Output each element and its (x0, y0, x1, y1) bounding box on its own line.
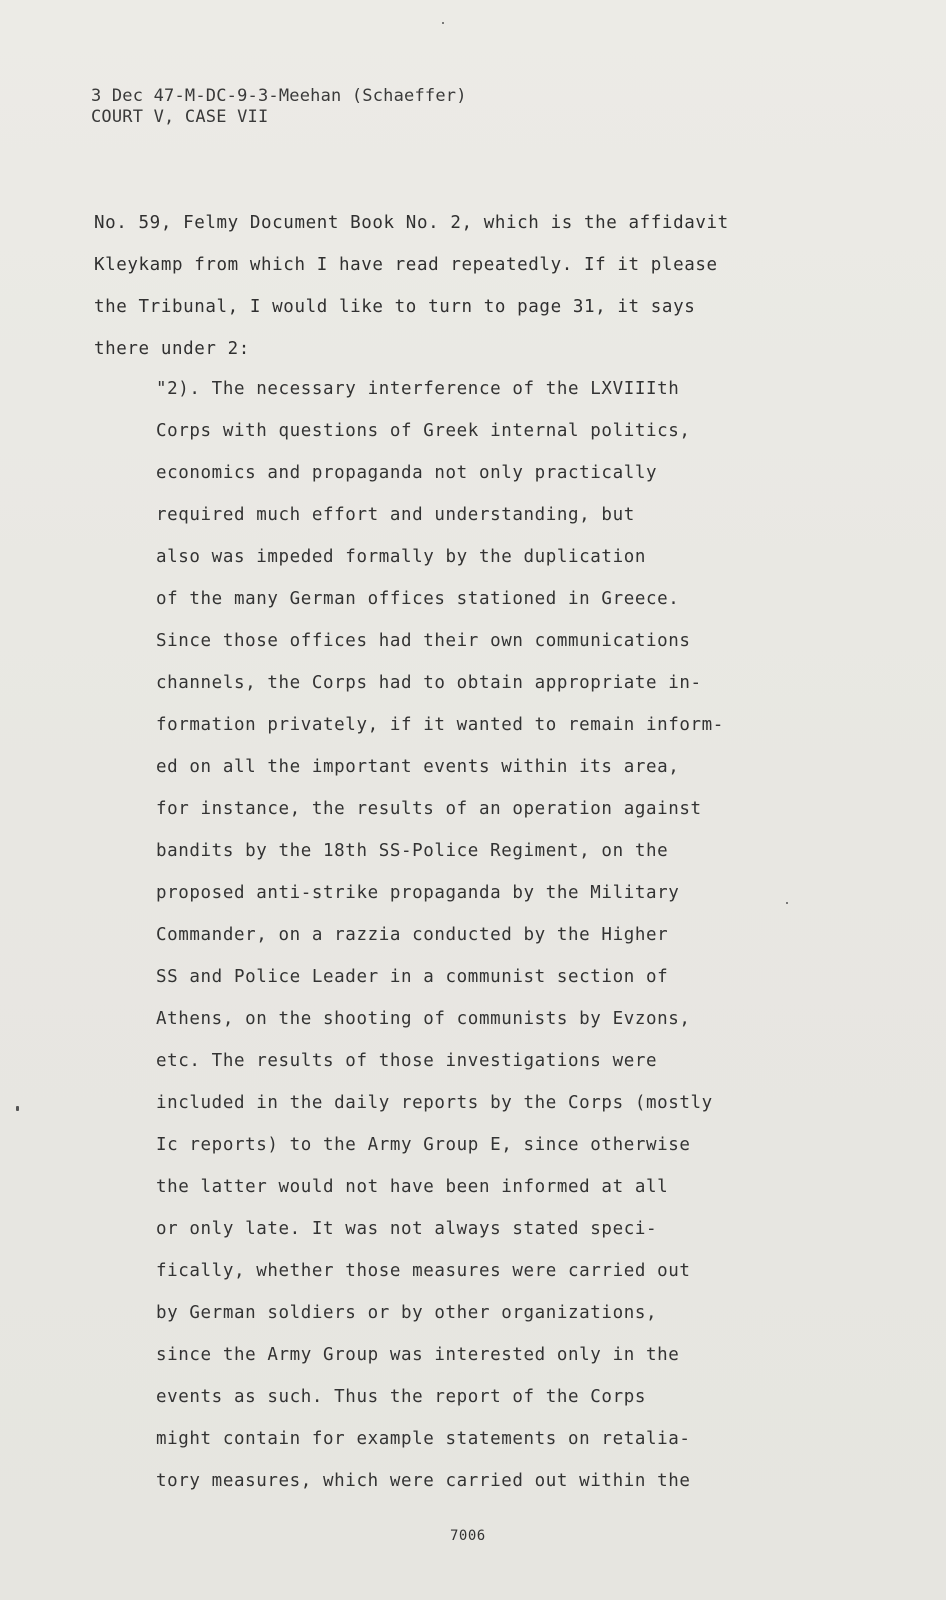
page-number: 7006 (450, 1528, 486, 1544)
quote-line: Athens, on the shooting of communists by Evzons, (156, 1009, 691, 1029)
intro-line: there under 2: (94, 339, 250, 359)
document-header (91, 86, 467, 128)
quote-line: "2). The necessary interference of the LXVIIIth (156, 379, 680, 399)
paper-speck (16, 1106, 19, 1111)
quote-line: of the many German offices stationed in Greece. (156, 589, 680, 609)
quote-line: by German soldiers or by other organizations, (156, 1303, 658, 1323)
quote-line: also was impeded formally by the duplication (156, 547, 646, 567)
quote-line: included in the daily reports by the Corps (mostly (156, 1093, 713, 1113)
paper-speck (442, 22, 444, 24)
intro-line: Kleykamp from which I have read repeatedly. If it please (94, 255, 718, 275)
quote-line: proposed anti-strike propaganda by the Military (156, 883, 680, 903)
quote-line: etc. The results of those investigations were (156, 1051, 658, 1071)
quote-line: channels, the Corps had to obtain appropriate in- (156, 673, 702, 693)
quote-line: events as such. Thus the report of the Corps (156, 1387, 646, 1407)
quote-line: since the Army Group was interested only in the (156, 1345, 680, 1365)
quote-line: bandits by the 18th SS-Police Regiment, on the (156, 841, 669, 861)
quote-line: required much effort and understanding, but (156, 505, 635, 525)
quoted-affidavit-paragraph (156, 368, 796, 1502)
intro-paragraph (94, 202, 854, 370)
header-docket-line: 3 Dec 47-M-DC-9-3-Meehan (Schaeffer) (91, 86, 467, 106)
quote-line: might contain for example statements on retalia- (156, 1429, 691, 1449)
quote-line: SS and Police Leader in a communist section of (156, 967, 669, 987)
quote-line: for instance, the results of an operation against (156, 799, 702, 819)
quote-line: the latter would not have been informed at all (156, 1177, 669, 1197)
quote-line: economics and propaganda not only practically (156, 463, 658, 483)
quote-line: or only late. It was not always stated speci- (156, 1219, 658, 1239)
quote-line: Corps with questions of Greek internal politics, (156, 421, 691, 441)
quote-line: Commander, on a razzia conducted by the Higher (156, 925, 669, 945)
quote-line: Since those offices had their own communications (156, 631, 691, 651)
intro-line: the Tribunal, I would like to turn to page 31, it says (94, 297, 696, 317)
quote-line: formation privately, if it wanted to remain inform- (156, 715, 724, 735)
quote-line: Ic reports) to the Army Group E, since otherwise (156, 1135, 691, 1155)
quote-line: tory measures, which were carried out within the (156, 1471, 691, 1491)
header-court-line: COURT V, CASE VII (91, 107, 269, 127)
quote-line: ed on all the important events within its area, (156, 757, 680, 777)
intro-line: No. 59, Felmy Document Book No. 2, which is the affidavit (94, 213, 729, 233)
quote-line: fically, whether those measures were carried out (156, 1261, 691, 1281)
